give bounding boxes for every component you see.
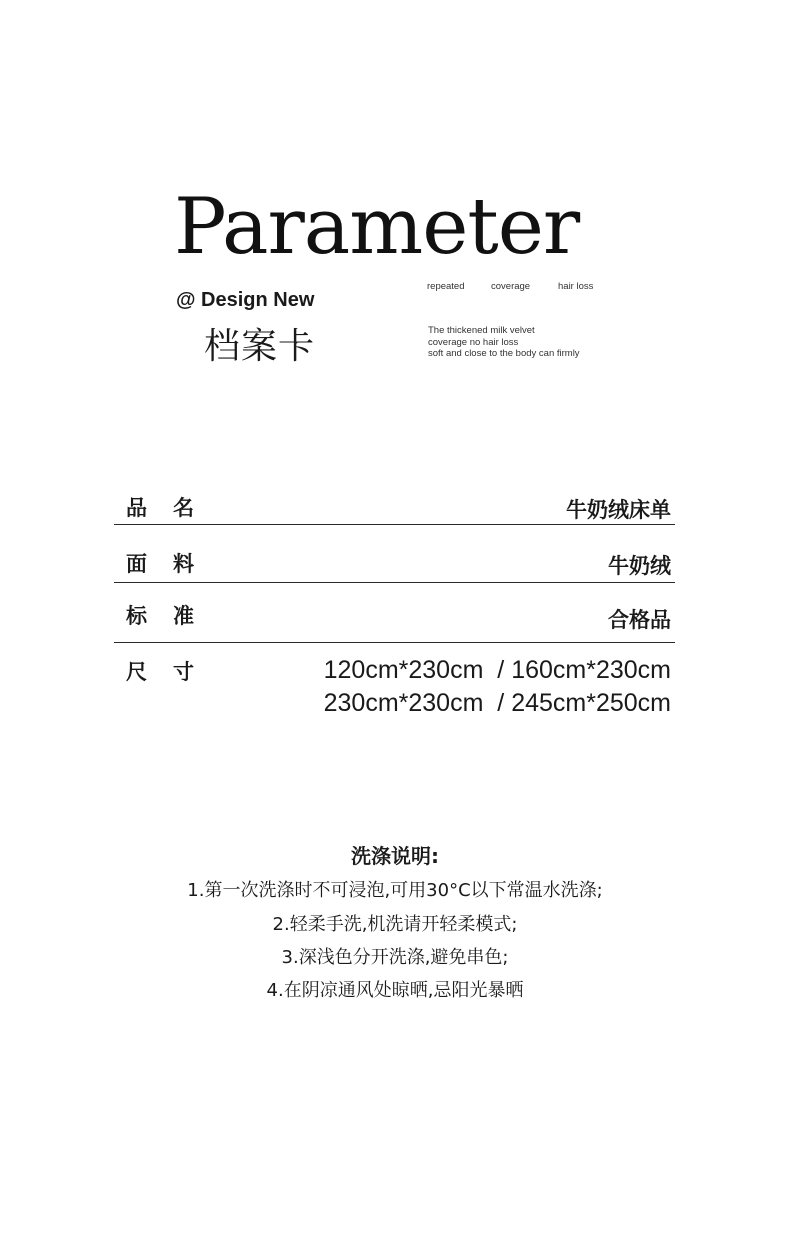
washing-item: 4.在阴凉通风处晾晒,忌阳光暴晒 [266,980,524,1001]
spec-row-fabric [114,546,675,584]
washing-item: 3.深浅色分开洗涤,避免串色; [281,947,509,968]
tag-hair-loss: hair loss [558,281,594,292]
product-description [428,325,580,360]
spec-label: 尺寸 [126,660,220,684]
spec-row-name [114,490,675,526]
spec-label: 面料 [126,552,220,576]
brand-label: @ Design New [176,289,315,311]
size-option: 120cm*230cm / 160cm*230cm [323,656,671,684]
description-line: coverage no hair loss [428,336,519,348]
spec-row-size [114,656,675,726]
chinese-title: 档案卡 [204,326,316,367]
washing-item: 2.轻柔手洗,机洗请开轻柔模式; [272,914,518,935]
spec-value: 合格品 [608,608,671,632]
spec-value: 牛奶绒 [608,554,671,578]
divider [114,524,675,525]
spec-value: 牛奶绒床单 [566,498,671,522]
spec-label: 品名 [126,496,220,520]
washing-item: 1.第一次洗涤时不可浸泡,可用30°C以下常温水洗涤; [187,880,603,901]
description-line: soft and close to the body can firmly [428,348,580,359]
spec-label: 标准 [126,604,220,628]
size-option: 230cm*230cm / 245cm*250cm [323,689,671,717]
description-line: The thickened milk velvet [428,325,535,336]
tag-repeated: repeated [427,281,465,292]
divider [114,582,675,583]
washing-title: 洗涤说明: [351,844,439,868]
page-title: Parameter [174,182,580,272]
spec-row-standard [114,600,675,644]
divider [114,642,675,643]
tag-coverage: coverage [491,281,531,292]
